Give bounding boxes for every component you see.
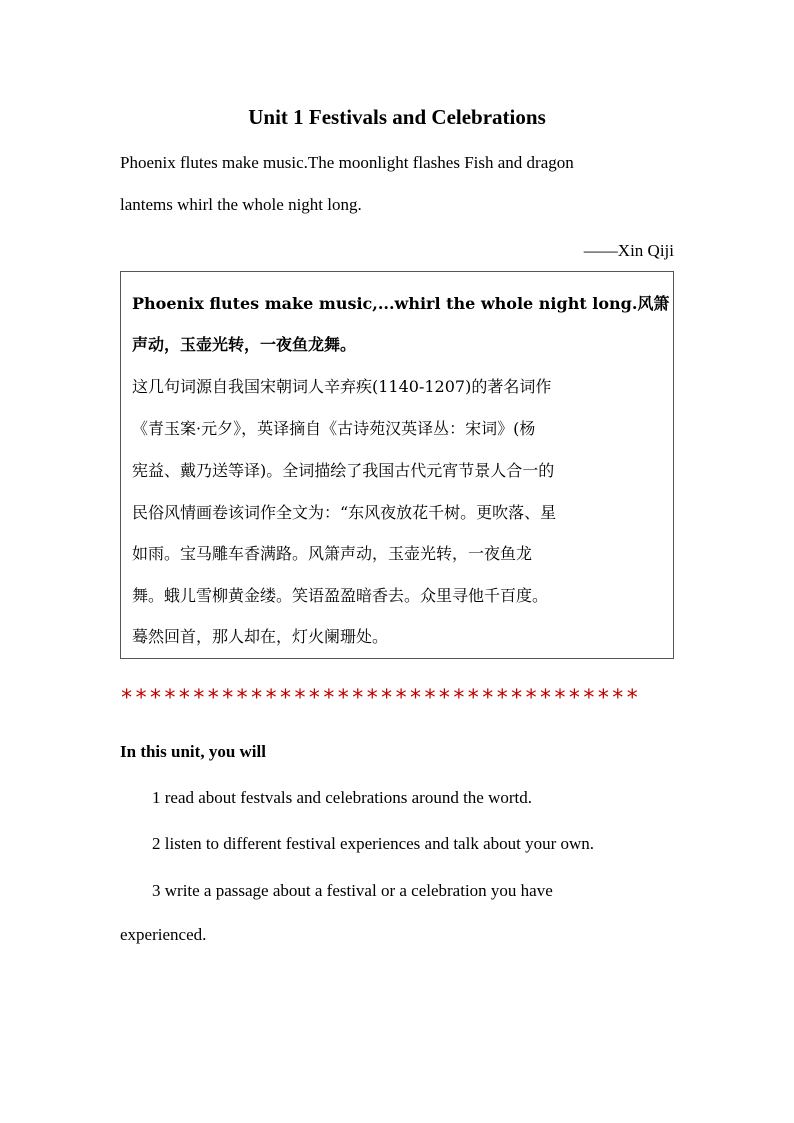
page-title: Unit 1 Festivals and Celebrations xyxy=(248,105,546,129)
objective-3: 3 write a passage about a festival or a celebration you have xyxy=(152,881,553,900)
poem-quote-line-1: Phoenix flutes make music.The moonlight flashes Fish and dragon xyxy=(120,153,574,172)
star-separator: ************************************ xyxy=(120,686,641,711)
note-line-2: 声动，玉壶光转，一夜鱼龙舞。 xyxy=(132,335,357,354)
poem-quote-line-2: lantems whirl the whole night long. xyxy=(120,195,362,214)
note-line-1: Phoenix flutes make music,...whirl the whole night long.风箫 xyxy=(132,294,670,313)
unit-intro: In this unit, you will xyxy=(120,742,266,761)
note-line-9: 蓦然回首，那人却在，灯火阑珊处。 xyxy=(132,627,389,646)
objective-1: 1 read about festvals and celebrations around the wortd. xyxy=(152,788,533,807)
note-line-5: 宪益、戴乃送等译)。全词描绘了我国古代元宵节景人合一的 xyxy=(132,461,555,480)
annotation-box xyxy=(120,271,674,659)
poem-author: ——Xin Qiji xyxy=(583,241,674,260)
objective-2: 2 listen to different festival experiences and talk about your own. xyxy=(152,834,595,853)
note-line-7: 如雨。宝马雕车香满路。风箫声动，玉壶光转，一夜鱼龙 xyxy=(132,544,533,563)
objective-3-continuation: experienced. xyxy=(120,925,207,944)
note-line-4: 《青玉案·元夕》，英译摘自《古诗苑汉英译丛：宋词》(杨 xyxy=(132,419,536,438)
note-line-3: 这几句词源自我国宋朝词人辛弃疾(1140-1207)的著名词作 xyxy=(132,377,552,396)
note-line-6: 民俗风情画卷该词作全文为：“东风夜放花千树。更吹落、星 xyxy=(132,503,557,522)
note-line-8: 舞。蛾儿雪柳黄金缕。笑语盈盈暗香去。众里寻他千百度。 xyxy=(132,586,549,605)
